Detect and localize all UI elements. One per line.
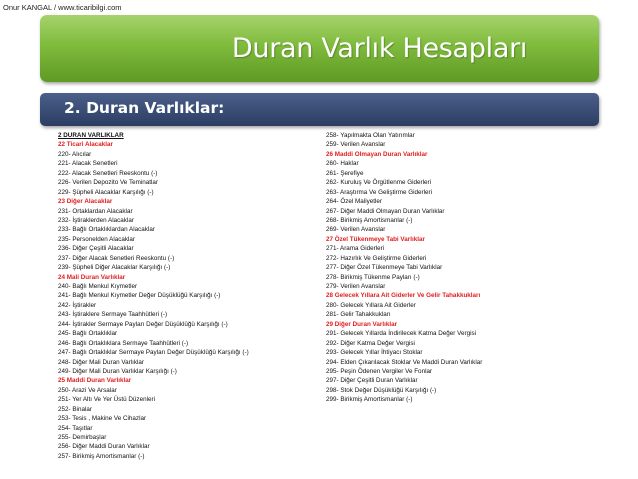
account-item: 299- Birikmiş Amortismanlar (-) — [326, 396, 413, 404]
account-category: 23 Diğer Alacaklar — [58, 198, 113, 206]
account-item: 222- Alacak Senetleri Reeskontu (-) — [58, 169, 158, 177]
account-item: 235- Personelden Alacaklar — [58, 235, 136, 243]
slide-title: Duran Varlık Hesapları — [231, 33, 528, 64]
account-item: 271- Arama Giderleri — [326, 245, 385, 253]
section-header-bar — [40, 93, 599, 126]
account-category: 29 Diğer Duran Varlıklar — [326, 320, 398, 328]
account-category: 25 Maddi Duran Varlıklar — [58, 377, 132, 385]
account-item: 247- Bağlı Ortaklıklar Sermaye Payları Değer Düşüklüğü Karşılığı (-) — [58, 349, 249, 357]
account-category: 26 Maddi Olmayan Duran Varlıklar — [326, 150, 428, 158]
account-item: 253- Tesis , Makine Ve Cihazlar — [58, 415, 147, 423]
account-category: 28 Gelecek Yıllara Ait Giderler Ve Gelir Tahakkukları — [326, 292, 481, 300]
account-item: 263- Araştırma Ve Geliştirme Giderleri — [326, 188, 433, 196]
account-item: 244- İştirakler Sermaye Payları Değer Düşüklüğü Karşılığı (-) — [58, 320, 228, 328]
account-item: 240- Bağlı Menkul Kıymetler — [58, 283, 138, 290]
account-item: 255- Demirbaşlar — [58, 434, 107, 441]
account-item: 260- Haklar — [326, 160, 359, 168]
title-banner — [40, 15, 599, 82]
credit-text: Onur KANGAL / www.ticaribilgi.com — [3, 3, 122, 12]
account-item: 267- Diğer Maddi Olmayan Duran Varlıklar — [326, 207, 445, 215]
account-item: 259- Verilen Avanslar — [326, 141, 386, 149]
account-item: 254- Taşıtlar — [58, 424, 93, 432]
account-item: 237- Diğer Alacak Senetleri Reeskontu (-) — [58, 254, 175, 262]
account-item: 278- Birikmiş Tükenme Payları (-) — [326, 273, 420, 281]
account-item: 280- Gelecek Yıllara Ait Giderler — [326, 301, 416, 309]
account-item: 295- Peşin Ödenen Vergiler Ve Fonlar — [326, 367, 433, 375]
account-item: 257- Birikmiş Amortismanlar (-) — [58, 452, 145, 460]
account-item: 229- Şüpheli Alacaklar Karşılığı (-) — [58, 188, 154, 196]
account-item: 248- Diğer Mali Duran Varlıklar — [58, 358, 144, 366]
account-item: 293- Gelecek Yıllar İhtiyacı Stoklar — [326, 349, 423, 357]
account-category: 22 Ticari Alacaklar — [58, 141, 113, 149]
account-item: 294- Elden Çıkarılacak Stoklar Ve Maddi Duran Varlıklar — [326, 358, 483, 366]
account-item: 281- Gelir Tahakkukları — [326, 311, 391, 319]
account-item: 291- Gelecek Yıllarda İndirilecek Katma Değer Vergisi — [326, 330, 477, 338]
account-item: 249- Diğer Mali Duran Varlıklar Karşılığı (-) — [58, 367, 177, 375]
account-category: 24 Mali Duran Varlıklar — [58, 273, 126, 281]
account-item: 262- Kuruluş Ve Örgütlenme Giderleri — [326, 179, 431, 187]
account-item: 252- Binalar — [58, 405, 92, 413]
account-item: 279- Verilen Avanslar — [326, 283, 386, 290]
account-item: 243- İştiraklere Sermaye Taahhütleri (-) — [58, 311, 168, 319]
section-title: 2. Duran Varlıklar: — [64, 99, 225, 117]
account-item: 246- Bağlı Ortaklıklara Sermaye Taahhütleri (-) — [58, 339, 189, 347]
account-item: 241- Bağlı Menkul Kıymetler Değer Düşüklüğü Karşılığı (-) — [58, 292, 221, 300]
account-item: 245- Bağlı Ortaklıklar — [58, 330, 118, 338]
account-item: 239- Şüpheli Diğer Alacaklar Karşılığı (-) — [58, 264, 171, 272]
account-item: 236- Diğer Çeşitli Alacaklar — [58, 245, 134, 253]
account-item: 261- Şerefiye — [326, 169, 364, 177]
account-item: 231- Ortaklardan Alacaklar — [58, 207, 133, 215]
group-heading: 2 DURAN VARLIKLAR — [58, 132, 124, 139]
account-list-right — [326, 131, 482, 405]
account-item: 298- Stok Değer Düşüklüğü Karşılığı (-) — [326, 386, 437, 394]
account-item: 221- Alacak Senetleri — [58, 160, 118, 168]
account-item: 256- Diğer Maddi Duran Varlıklar — [58, 443, 150, 451]
account-item: 268- Birikmiş Amortismanlar (-) — [326, 216, 413, 224]
account-item: 226- Verilen Depozito Ve Teminatlar — [58, 179, 158, 187]
account-item: 250- Arazi Ve Arsalar — [58, 386, 117, 394]
account-item: 258- Yapılmakta Olan Yatırımlar — [326, 132, 415, 139]
account-item: 264- Özel Maliyetler — [326, 198, 382, 206]
account-item: 297- Diğer Çeşitli Duran Varlıklar — [326, 377, 418, 385]
account-item: 277- Diğer Özel Tükenmeye Tabi Varlıklar — [326, 264, 443, 272]
account-list-left — [58, 131, 249, 461]
account-item: 220- Alıcılar — [58, 150, 92, 158]
account-item: 272- Hazırlık Ve Geliştirme Giderleri — [326, 254, 427, 262]
account-item: 269- Verilen Avanslar — [326, 226, 386, 234]
account-item: 233- Bağlı Ortaklıklardan Alacaklar — [58, 226, 155, 234]
account-item: 292- Diğer Katma Değer Vergisi — [326, 339, 415, 347]
account-item: 242- İştirakler — [58, 301, 97, 309]
account-item: 251- Yer Altı Ve Yer Üstü Düzenleri — [58, 396, 155, 404]
account-item: 232- İştiraklerden Alacaklar — [58, 216, 134, 224]
account-category: 27 Özel Tükenmeye Tabi Varlıklar — [326, 235, 425, 243]
